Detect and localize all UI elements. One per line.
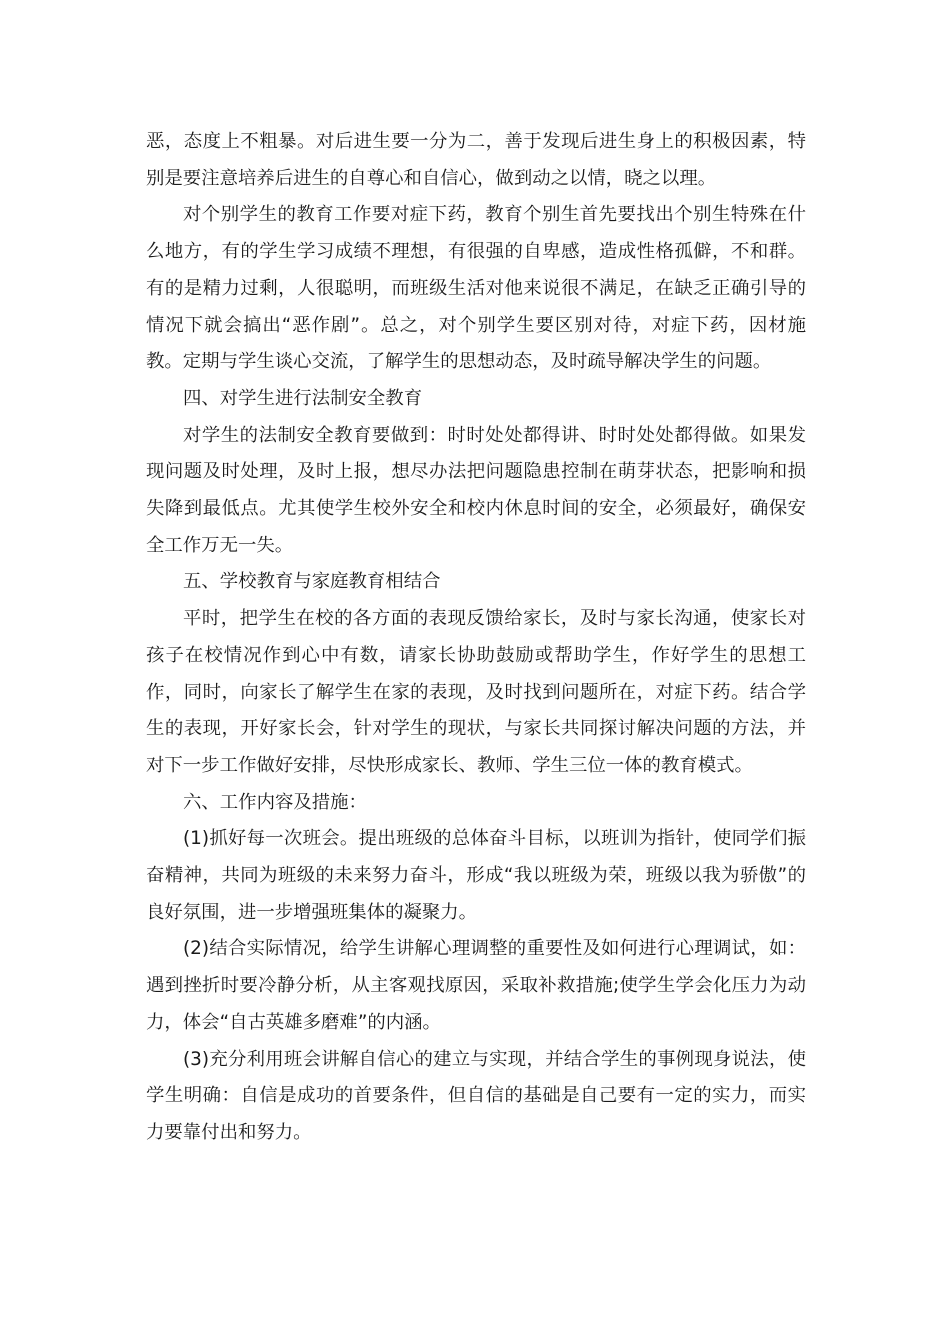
list-item-3: (3)充分利用班会讲解自信心的建立与实现，并结合学生的事例现身说法，使学生明确：自信是成功的首要条件，但自信的基础是自己要有一定的实力，而实力要靠付出和努力。 [146, 1048, 806, 1143]
section-heading-4: 四、对学生进行法制安全教育 [183, 387, 423, 409]
paragraph-4: 平时，把学生在校的各方面的表现反馈给家长，及时与家长沟通，使家长对孩子在校情况作到心中有数，请家长协助鼓励或帮助学生，作好学生的思想工作，同时，向家长了解学生在家的表现，及时找到问题所在，对症下药。结合学生的表现，开好家长会，针对学生的现状，与家长共同探讨解决问题的方法，并对下一步工作做好安排，尽快形成家长、教师、学生三位一体的教育模式。 [146, 608, 806, 776]
section-heading-5: 五、学校教育与家庭教育相结合 [183, 571, 441, 593]
section-heading-6: 六、工作内容及措施： [183, 791, 367, 813]
paragraph-2: 对个别学生的教育工作要对症下药，教育个别生首先要找出个别生特殊在什么地方，有的学生学习成绩不理想，有很强的自卑感，造成性格孤僻，不和群。有的是精力过剩，人很聪明，而班级生活对他来说很不满足，在缺乏正确引导的情况下就会搞出“恶作剧”。总之，对个别学生要区别对待，对症下药，因材施教。定期与学生谈心交流，了解学生的思想动态，及时疏导解决学生的问题。 [146, 204, 806, 373]
paragraph-3: 对学生的法制安全教育要做到：时时处处都得讲、时时处处都得做。如果发现问题及时处理，及时上报，想尽办法把问题隐患控制在萌芽状态，把影响和损失降到最低点。尤其使学生校外安全和校内休息时间的安全，必须最好，确保安全工作万无一失。 [146, 424, 806, 556]
paragraph-1: 恶，态度上不粗暴。对后进生要一分为二，善于发现后进生身上的积极因素，特别是要注意培养后进生的自尊心和自信心，做到动之以情，晓之以理。 [146, 131, 806, 189]
list-item-2: (2)结合实际情况，给学生讲解心理调整的重要性及如何进行心理调试，如：遇到挫折时要冷静分析，从主客观找原因，采取补救措施;使学生学会化压力为动力，体会“自古英雄多磨难”的内涵。 [146, 938, 806, 1033]
list-item-1: (1)抓好每一次班会。提出班级的总体奋斗目标，以班训为指针，使同学们振奋精神，共同为班级的未来努力奋斗，形成“我以班级为荣，班级以我为骄傲”的良好氛围，进一步增强班集体的凝聚力。 [146, 828, 806, 923]
